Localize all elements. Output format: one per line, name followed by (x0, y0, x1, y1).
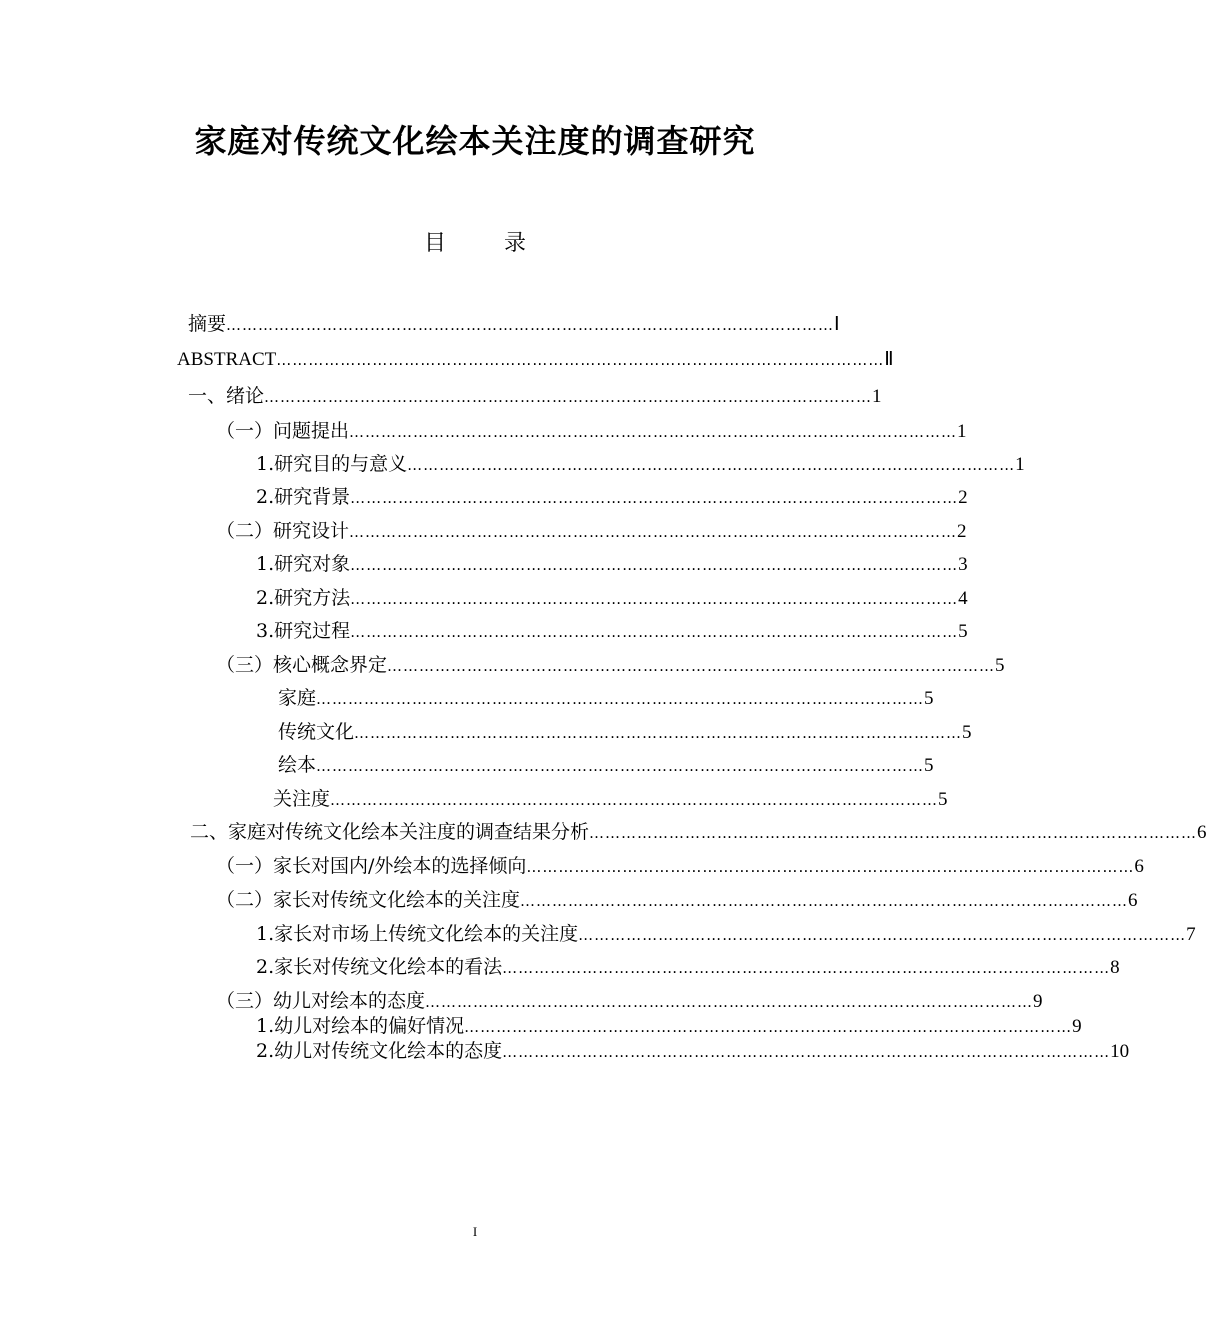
toc-entry-label: （三）核心概念界定 (216, 654, 388, 676)
toc-leader-dots: …………………………………………………………………………………………………… (407, 456, 1016, 474)
toc-entry-label: （二）研究设计 (216, 520, 350, 542)
toc-entry-label: 2.幼儿对传统文化绘本的态度 (256, 1040, 503, 1062)
toc-entry-page: 7 (1186, 924, 1196, 945)
toc-leader-dots: …………………………………………………………………………………………………… (264, 388, 873, 406)
toc-entry-1-3-picturebook[interactable] (278, 752, 934, 778)
toc-entry-page: 9 (1072, 1016, 1082, 1037)
toc-leader-dots: …………………………………………………………………………………………………… (502, 1043, 1111, 1061)
toc-entry-page: 3 (958, 554, 968, 575)
toc-entry-label: 1.幼儿对绘本的偏好情况 (256, 1015, 465, 1037)
toc-entry-page: 5 (962, 722, 972, 743)
toc-entry-label: 传统文化 (278, 721, 355, 743)
toc-entry-1-2[interactable] (216, 518, 967, 544)
toc-heading-right: 录 (504, 231, 527, 256)
toc-leader-dots: …………………………………………………………………………………………………… (350, 556, 959, 574)
toc-leader-dots: …………………………………………………………………………………………………… (276, 351, 885, 369)
toc-leader-dots: …………………………………………………………………………………………………… (330, 791, 939, 809)
toc-entry-1-1-2[interactable] (256, 484, 968, 510)
toc-entry-label: 绘本 (278, 754, 317, 776)
toc-entry-label: （三）幼儿对绘本的态度 (216, 990, 426, 1012)
toc-entry-page: 1 (957, 421, 967, 442)
document-title: 家庭对传统文化绘本关注度的调查研究 (194, 122, 756, 160)
toc-entry-page: 5 (958, 621, 968, 642)
toc-entry-2-2[interactable] (216, 887, 1138, 913)
toc-entry-label: （二）家长对传统文化绘本的关注度 (216, 889, 521, 911)
toc-leader-dots: …………………………………………………………………………………………………… (350, 623, 959, 641)
toc-entry-page: 10 (1110, 1041, 1130, 1062)
toc-entry-2-2-2[interactable] (256, 954, 1120, 980)
toc-entry-abstract-cn[interactable] (188, 311, 840, 337)
toc-entry-page: 5 (938, 789, 948, 810)
toc-leader-dots: …………………………………………………………………………………………………… (578, 926, 1187, 944)
toc-entry-label: 一、绪论 (188, 385, 265, 407)
toc-entry-page: 1 (872, 386, 882, 407)
toc-entry-page: 2 (958, 487, 968, 508)
toc-leader-dots: …………………………………………………………………………………………………… (502, 959, 1111, 977)
toc-leader-dots: …………………………………………………………………………………………………… (349, 423, 958, 441)
toc-entry-label: （一）家长对国内/外绘本的选择倾向 (216, 855, 527, 877)
toc-leader-dots: …………………………………………………………………………………………………… (316, 690, 925, 708)
toc-entry-label: 1.研究对象 (256, 553, 351, 575)
toc-entry-2-2-1[interactable] (256, 921, 1196, 947)
toc-entry-label: 2.家长对传统文化绘本的看法 (256, 956, 503, 978)
toc-entry-label: ABSTRACT (177, 349, 277, 370)
toc-entry-label: 2.研究背景 (256, 486, 351, 508)
toc-leader-dots: …………………………………………………………………………………………………… (387, 657, 996, 675)
toc-entry-1-3[interactable] (216, 652, 1005, 678)
toc-entry-page: 4 (958, 588, 968, 609)
toc-entry-2-3[interactable] (216, 988, 1043, 1014)
toc-entry-1-1[interactable] (216, 418, 967, 444)
toc-entry-page: 5 (995, 655, 1005, 676)
toc-entry-1-3-family[interactable] (278, 685, 934, 711)
toc-entry-2-1[interactable] (216, 853, 1144, 879)
toc-entry-1-3-culture[interactable] (278, 719, 972, 745)
toc-entry-abstract-en[interactable] (177, 347, 894, 373)
toc-entry-page: 1 (1015, 454, 1025, 475)
toc-entry-page: 2 (957, 521, 967, 542)
toc-entry-label: 1.研究目的与意义 (256, 453, 408, 475)
toc-leader-dots: …………………………………………………………………………………………………… (316, 757, 925, 775)
toc-entry-page: Ⅰ (834, 314, 840, 335)
toc-leader-dots: …………………………………………………………………………………………………… (520, 892, 1129, 910)
toc-heading-left: 目 (423, 231, 446, 256)
toc-entry-label: （一）问题提出 (216, 420, 350, 442)
toc-entry-label: 3.研究过程 (256, 620, 351, 642)
toc-heading (0, 226, 950, 257)
toc-entry-label: 摘要 (188, 313, 227, 335)
toc-leader-dots: …………………………………………………………………………………………………… (589, 824, 1198, 842)
toc-leader-dots: …………………………………………………………………………………………………… (425, 993, 1034, 1011)
toc-entry-label: 家庭 (278, 687, 317, 709)
toc-leader-dots: …………………………………………………………………………………………………… (464, 1018, 1073, 1036)
toc-entry-2-3-1[interactable] (256, 1013, 1082, 1039)
toc-entry-label: 2.研究方法 (256, 587, 351, 609)
toc-entry-chapter-1[interactable] (188, 383, 882, 409)
toc-entry-page: 6 (1134, 856, 1144, 877)
toc-entry-label: 关注度 (273, 788, 331, 810)
toc-entry-page: Ⅱ (884, 349, 894, 370)
toc-entry-page: 5 (924, 688, 934, 709)
toc-entry-label: 二、家庭对传统文化绘本关注度的调查结果分析 (190, 821, 590, 843)
toc-entry-1-1-1[interactable] (256, 451, 1025, 477)
toc-entry-label: 1.家长对市场上传统文化绘本的关注度 (256, 923, 579, 945)
toc-entry-chapter-2[interactable] (190, 819, 1207, 845)
toc-entry-page: 8 (1110, 957, 1120, 978)
toc-entry-1-3-attention[interactable] (273, 786, 948, 812)
toc-entry-1-2-3[interactable] (256, 618, 968, 644)
toc-leader-dots: …………………………………………………………………………………………………… (350, 489, 959, 507)
toc-entry-1-2-2[interactable] (256, 585, 968, 611)
toc-entry-page: 6 (1128, 890, 1138, 911)
page-number-footer: I (472, 1224, 478, 1239)
toc-leader-dots: …………………………………………………………………………………………………… (526, 858, 1135, 876)
toc-leader-dots: …………………………………………………………………………………………………… (349, 523, 958, 541)
toc-entry-1-2-1[interactable] (256, 551, 968, 577)
toc-entry-page: 6 (1197, 822, 1207, 843)
toc-leader-dots: …………………………………………………………………………………………………… (354, 724, 963, 742)
toc-entry-page: 9 (1033, 991, 1043, 1012)
toc-leader-dots: …………………………………………………………………………………………………… (350, 590, 959, 608)
toc-entry-2-3-2[interactable] (256, 1038, 1130, 1064)
toc-entry-page: 5 (924, 755, 934, 776)
toc-leader-dots: …………………………………………………………………………………………………… (226, 316, 835, 334)
